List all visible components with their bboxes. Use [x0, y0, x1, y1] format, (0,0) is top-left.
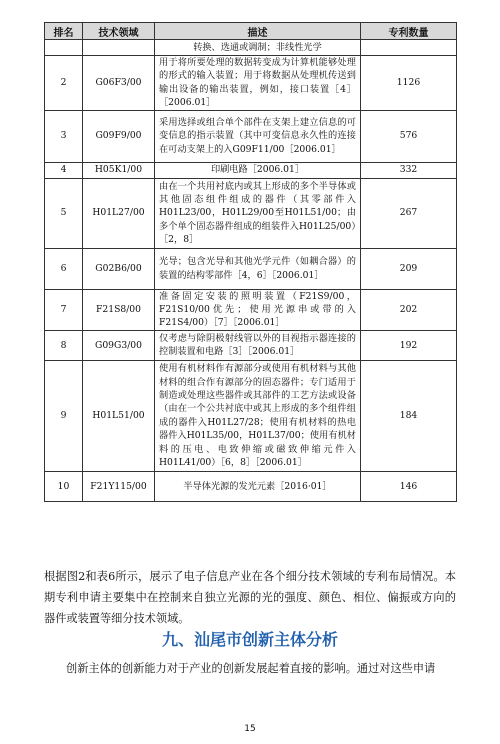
cell-desc: 准备固定安装的照明装置（F21S9/00，F21S10/00优先；使用光源串或带的入F21S4/00）［7］［2006.01］ [155, 289, 361, 330]
paragraph-1: 根据图2和表6所示，展示了电子信息产业在各个细分技术领域的专利布局情况。本期专利申请主要集中在控制来自独立光源的光的强度、颜色、相位、偏振或方向的器件或装置等细分技术领域。 [44, 570, 456, 625]
cell-code [83, 40, 155, 56]
cell-count: 576 [361, 110, 457, 162]
cell-rank: 6 [45, 248, 83, 289]
patent-table [44, 22, 457, 502]
header-count: 专利数量 [361, 23, 457, 40]
table-row [45, 471, 457, 501]
page-number: 15 [244, 724, 256, 734]
cell-code: F21Y115/00 [83, 471, 155, 501]
cell-count: 332 [361, 162, 457, 178]
cell-desc: 由在一个共用衬底内或其上形成的多个半导体或其他固态组件组成的器件（其零部件入H01L23/00，H01L29/00至H01L51/00；由多个单个固态器件组成的组装件入H01L25/00）［2，8］ [155, 178, 361, 248]
cell-count: 184 [361, 360, 457, 471]
cell-code: G02B6/00 [83, 248, 155, 289]
cell-rank: 10 [45, 471, 83, 501]
table-row [45, 289, 457, 330]
cell-code: G09G3/00 [83, 330, 155, 360]
table-row [45, 248, 457, 289]
cell-desc: 转换、选通或调制；非线性光学 [155, 40, 361, 56]
cell-count: 192 [361, 330, 457, 360]
cell-rank: 5 [45, 178, 83, 248]
table-row [45, 40, 457, 56]
table-row [45, 110, 457, 162]
cell-desc: 用于将所要处理的数据转变成为计算机能够处理的形式的输入装置；用于将数据从处理机传送到输出设备的输出装置，例如，接口装置［4］［2006.01］ [155, 56, 361, 111]
cell-code: H01L27/00 [83, 178, 155, 248]
table-row [45, 56, 457, 111]
cell-count: 146 [361, 471, 457, 501]
cell-count: 1126 [361, 56, 457, 111]
section-heading: 九、汕尾市创新主体分析 [161, 630, 338, 649]
cell-count [361, 40, 457, 56]
table-row [45, 178, 457, 248]
cell-desc: 印刷电路［2006.01］ [155, 162, 361, 178]
cell-code: G06F3/00 [83, 56, 155, 111]
cell-rank: 2 [45, 56, 83, 111]
header-desc: 描述 [155, 23, 361, 40]
cell-count: 209 [361, 248, 457, 289]
table-row [45, 162, 457, 178]
cell-desc: 半导体光源的发光元素［2016·01］ [155, 471, 361, 501]
cell-rank: 4 [45, 162, 83, 178]
cell-rank: 3 [45, 110, 83, 162]
cell-rank [45, 40, 83, 56]
cell-rank: 8 [45, 330, 83, 360]
cell-code: G09F9/00 [83, 110, 155, 162]
cell-code: H05K1/00 [83, 162, 155, 178]
table-row [45, 330, 457, 360]
cell-rank: 9 [45, 360, 83, 471]
cell-desc: 光导；包含光导和其他光学元件（如耦合器）的装置的结构零部件［4，6］［2006.01］ [155, 248, 361, 289]
table-header-row [45, 23, 457, 40]
header-rank: 排名 [45, 23, 83, 40]
cell-desc: 仅考虑与除阴极射线管以外的目视指示器连接的控制装置和电路［3］［2006.01］ [155, 330, 361, 360]
cell-count: 267 [361, 178, 457, 248]
cell-desc: 采用选择或组合单个部件在支架上建立信息的可变信息的指示装置（其中可变信息永久性的连接在可动支架上的入G09F11/00［2006.01］ [155, 110, 361, 162]
cell-desc: 使用有机材料作有源部分或使用有机材料与其他材料的组合作有源部分的固态器件；专门适用于制造或处理这些器件或其部件的工艺方法或设备（由在一个公共衬底中或其上形成的多个组件组成的器件入H01L27/28；使用有机材料的热电器件入H01L35/00，H01L37/00；使用有机材料的压电、电致伸缩或磁致伸缩元件入H01L41/00）［6，8］［2006.01］ [155, 360, 361, 471]
header-code: 技术领域 [83, 23, 155, 40]
cell-code: F21S8/00 [83, 289, 155, 330]
cell-code: H01L51/00 [83, 360, 155, 471]
paragraph-2: 创新主体的创新能力对于产业的创新发展起着直接的影响。通过对这些申请 [66, 662, 436, 675]
table-row [45, 360, 457, 471]
cell-count: 202 [361, 289, 457, 330]
cell-rank: 7 [45, 289, 83, 330]
